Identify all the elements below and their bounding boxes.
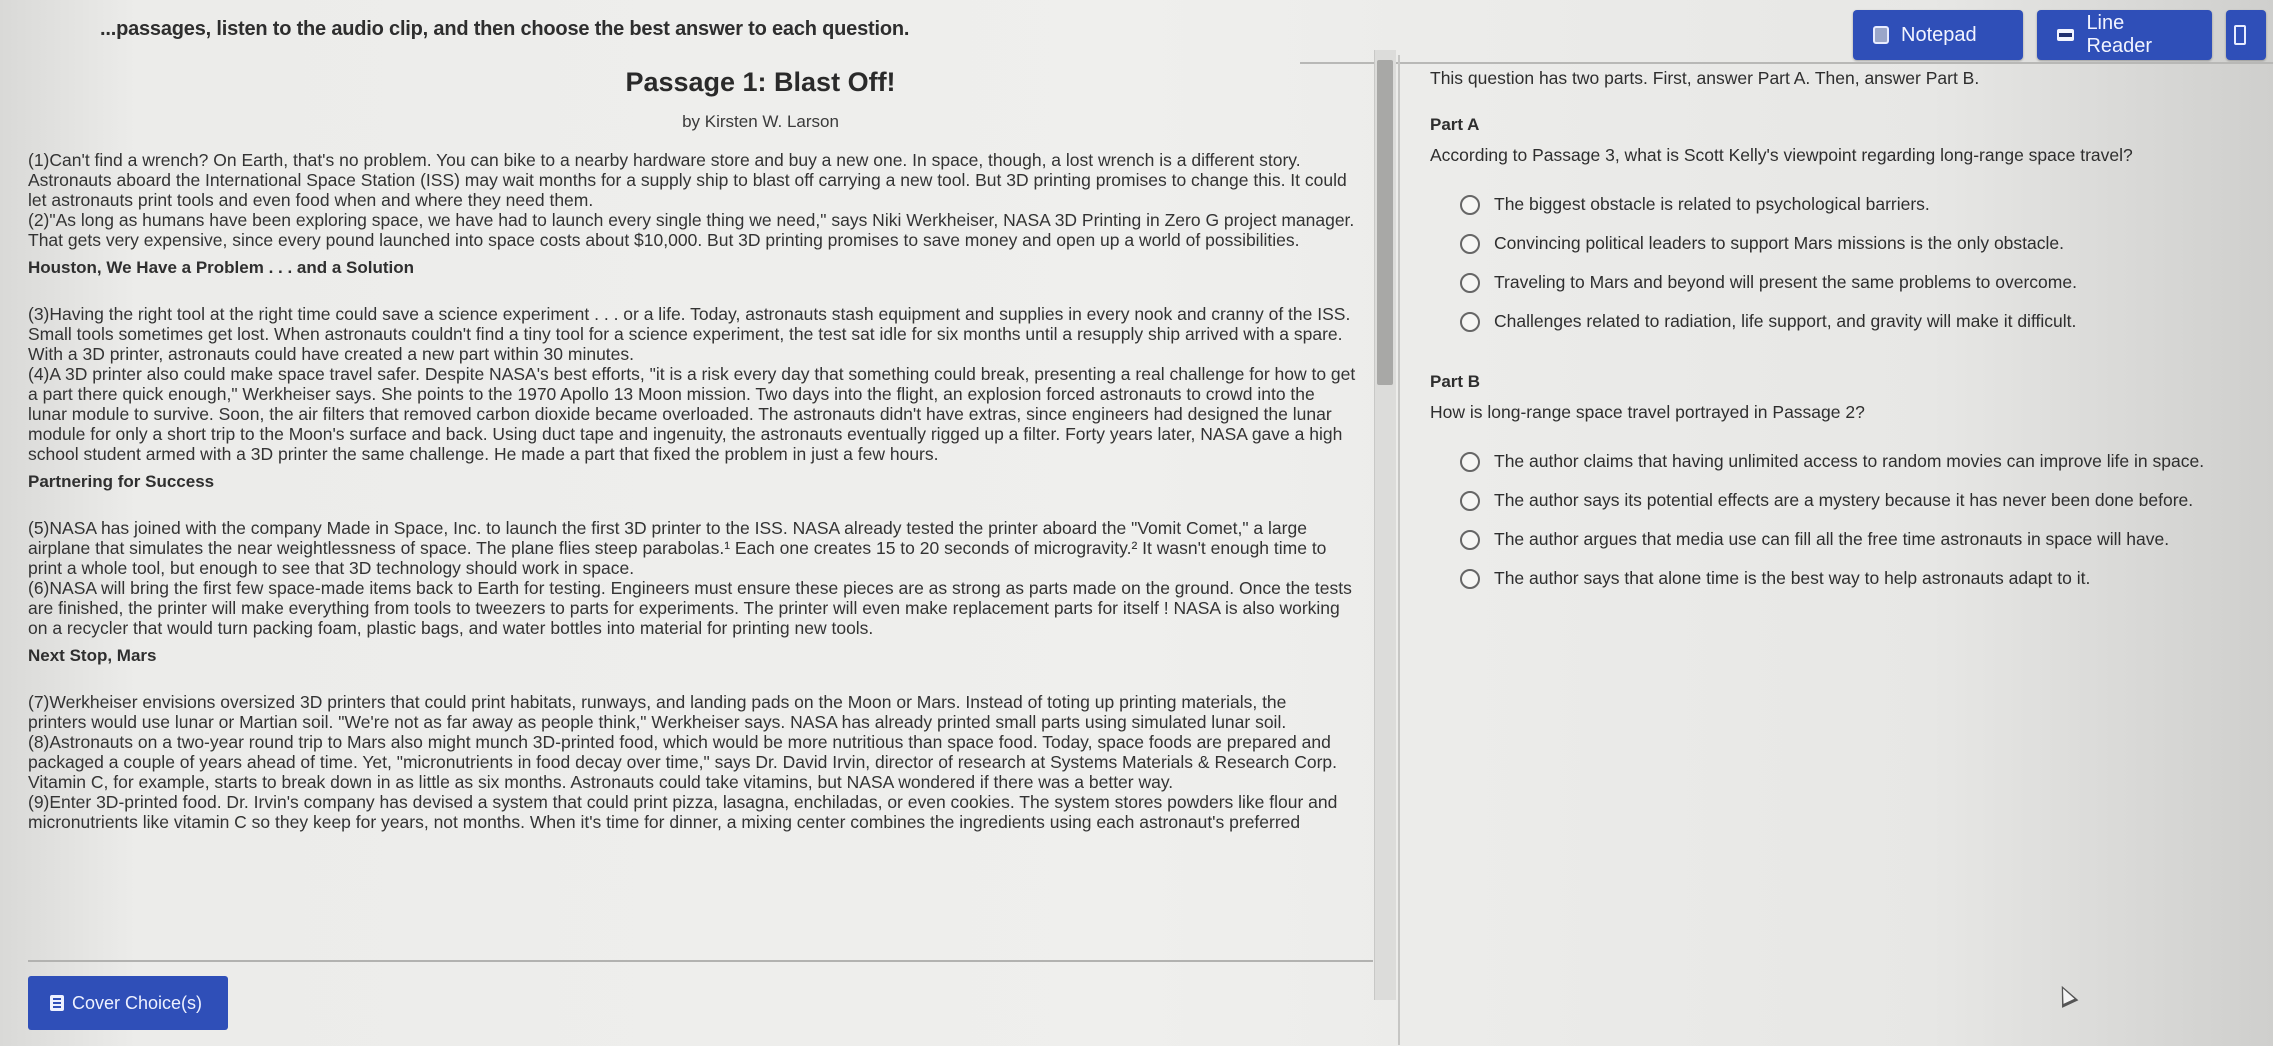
choice-text: The author claims that having unlimited access to random movies can improve life in space. [1494, 451, 2205, 471]
radio-button[interactable] [1460, 569, 1480, 589]
part-b-choice-1[interactable] [1430, 451, 2250, 472]
choice-text: The author argues that media use can fill all the free time astronauts in space will have. [1494, 529, 2170, 549]
passage-byline: by Kirsten W. Larson [682, 112, 839, 131]
passage-line: on a recycler that would turn packing foam, plastic bags, and water bottles into material for printing new tools. [28, 618, 874, 638]
passage-line: (6)NASA will bring the first few space-made items back to Earth for testing. Engineers must ensure these pieces are as strong as parts made on the ground. Once the tests [28, 578, 1352, 598]
radio-button[interactable] [1460, 491, 1480, 511]
pane-divider [1398, 55, 1400, 1045]
passage-line: module for only a short trip to the Moon's surface and back. Using duct tape and ingenuity, the astronauts eventually rigged up a filter. Forty years later, NASA gave a high [28, 424, 1343, 444]
notepad-button[interactable] [1853, 10, 2023, 60]
cover-icon [50, 995, 64, 1011]
choice-text: The author says its potential effects are a mystery because it has never been done before. [1494, 490, 2194, 510]
part-a-choice-2[interactable] [1430, 233, 2250, 254]
section-heading: Next Stop, Mars [28, 646, 157, 665]
part-a-choice-3[interactable] [1430, 272, 2250, 293]
part-a-label: Part A [1430, 115, 1480, 134]
passage-scrollbar[interactable] [1374, 50, 1396, 1000]
toolbar [1853, 0, 2273, 70]
passage-line: let astronauts print tools and even food when and where they need them. [28, 190, 594, 210]
radio-button[interactable] [1460, 452, 1480, 472]
part-b-choice-2[interactable] [1430, 490, 2250, 511]
passage-line: a part there quick enough," Werkheiser says. She points to the 1970 Apollo 13 Moon mission. Two days into the flight, an explosion forced astronauts to crowd into the [28, 384, 1315, 404]
choice-text: Convincing political leaders to support Mars missions is the only obstacle. [1494, 233, 2064, 253]
section-heading: Partnering for Success [28, 472, 215, 491]
question-intro: This question has two parts. First, answer Part A. Then, answer Part B. [1430, 68, 1980, 88]
part-a-choice-4[interactable] [1430, 311, 2250, 332]
line-reader-icon [2057, 29, 2074, 41]
passage-line: print a whole tool, but enough to see that 3D technology should work in space. [28, 558, 635, 578]
tool-icon [2234, 25, 2246, 45]
passage-line: Astronauts aboard the International Space Station (ISS) may wait months for a supply ship to blast off carrying a new tool. But 3D printing promises to change this. It could [28, 170, 1347, 190]
part-b-prompt: How is long-range space travel portrayed in Passage 2? [1430, 402, 1865, 422]
passage-title: Passage 1: Blast Off! [625, 67, 896, 97]
instructions-text: ...passages, listen to the audio clip, and then choose the best answer to each question. [100, 18, 910, 40]
passage-line: (7)Werkheiser envisions oversized 3D printers that could print habitats, runways, and landing pads on the Moon or Mars. Instead of toting up printing materials, the [28, 692, 1287, 712]
radio-button[interactable] [1460, 234, 1480, 254]
passage-line: (8)Astronauts on a two-year round trip to Mars also might munch 3D-printed food, which would be more nutritious than space food. Today, space foods are prepared and [28, 732, 1331, 752]
part-b-choice-3[interactable] [1430, 529, 2250, 550]
part-b-label: Part B [1430, 372, 1481, 391]
part-a-choice-1[interactable] [1430, 194, 2250, 215]
passage-line: school student armed with a 3D printer the same challenge. He made a part that fixed the problem in just a few hours. [28, 444, 939, 464]
line-reader-label: Line Reader [2086, 12, 2153, 57]
choice-text: The author says that alone time is the best way to help astronauts adapt to it. [1494, 568, 2091, 588]
cover-choices-button[interactable] [28, 976, 228, 1030]
radio-button[interactable] [1460, 195, 1480, 215]
notepad-icon [1873, 26, 1889, 44]
passage-line: micronutrients like vitamin C so they keep for years, not months. When it's time for dinner, a mixing center combines the ingredients using each astronaut's preferred [28, 812, 1301, 832]
passage-line: airplane that simulates the near weightlessness of space. The plane flies steep parabolas.¹ Each one creates 15 to 20 seconds of microgravity.² It wasn't enough time to [28, 538, 1327, 558]
radio-button[interactable] [1460, 273, 1480, 293]
radio-button[interactable] [1460, 530, 1480, 550]
cover-choices-label: Cover Choice(s) [72, 992, 203, 1013]
passage-line: (1)Can't find a wrench? On Earth, that's no problem. You can bike to a nearby hardware store and buy a new one. In space, though, a lost wrench is a different story. [28, 150, 1301, 170]
passage-line: are finished, the printer will make everything from tools to tweezers to parts for experiments. The printer will even make replacement parts for itself ! NASA is also working [28, 598, 1340, 618]
part-a-prompt: According to Passage 3, what is Scott Kelly's viewpoint regarding long-range space travel? [1430, 145, 2133, 165]
scrollbar-thumb[interactable] [1377, 60, 1393, 385]
passage-line: Vitamin C, for example, starts to break down in as little as six months. Astronauts could take vitamins, but NASA wondered if there was a better way. [28, 772, 1174, 792]
part-b-section [1430, 372, 2250, 589]
choice-text: Traveling to Mars and beyond will present the same problems to overcome. [1494, 272, 2077, 292]
radio-button[interactable] [1460, 312, 1480, 332]
passage-line: (2)"As long as humans have been exploring space, we have had to launch every single thing we need," says Niki Werkheiser, NASA 3D Printing in Zero G project manager. [28, 210, 1355, 230]
passage-line: With a 3D printer, astronauts could have created a new part within 30 minutes. [28, 344, 635, 364]
part-b-choices [1430, 451, 2250, 589]
passage-line: Small tools sometimes get lost. When astronauts couldn't find a tiny tool for a science experiment, the test sat idle for six months until a resupply ship arrived with a spare. [28, 324, 1343, 344]
passage-pane[interactable] [28, 55, 1373, 975]
choice-text: Challenges related to radiation, life support, and gravity will make it difficult. [1494, 311, 2077, 331]
line-reader-button[interactable] [2037, 10, 2212, 60]
part-a-choices [1430, 194, 2250, 332]
passage-line: (3)Having the right tool at the right time could save a science experiment . . . or a life. Today, astronauts stash equipment and supplies in every nook and cranny of the ISS. [28, 304, 1351, 324]
section-heading: Houston, We Have a Problem . . . and a Solution [28, 258, 415, 277]
notepad-label: Notepad [1901, 23, 1977, 46]
passage-line: (5)NASA has joined with the company Made in Space, Inc. to launch the first 3D printer to the ISS. NASA already tested the printer aboard the "Vomit Comet," a large [28, 518, 1307, 538]
passage-body [28, 150, 1373, 832]
passage-bottom-divider [28, 960, 1373, 962]
passage-line: (9)Enter 3D-printed food. Dr. Irvin's company has devised a system that could print pizza, lasagna, enchiladas, or even cookies. The system stores powders like flour and [28, 792, 1338, 812]
passage-line: lunar module to survive. Soon, the air filters that removed carbon dioxide became overloaded. The astronauts didn't have extras, since engineers had designed the lunar [28, 404, 1332, 424]
mouse-cursor-icon [2054, 982, 2079, 1008]
passage-line: (4)A 3D printer also could make space travel safer. Despite NASA's best efforts, "it is a risk every day that something could break, presenting a real challenge for how to get [28, 364, 1356, 384]
choice-text: The biggest obstacle is related to psychological barriers. [1494, 194, 1930, 214]
question-pane [1430, 62, 2250, 607]
passage-line: That gets very expensive, since every pound launched into space costs about $10,000. But 3D printing promises to save money and open up a world of possibilities. [28, 230, 1300, 250]
more-tools-button[interactable] [2226, 10, 2266, 60]
passage-line: packaged a couple of years ahead of time. Yet, "micronutrients in food decay over time," says Dr. David Irvin, director of research at Systems Materials & Research Corp. [28, 752, 1337, 772]
passage-line: printers would use lunar or Martian soil. "We're not as far away as people think," Werkheiser says. NASA has already printed small parts using simulated lunar soil. [28, 712, 1287, 732]
part-b-choice-4[interactable] [1430, 568, 2250, 589]
